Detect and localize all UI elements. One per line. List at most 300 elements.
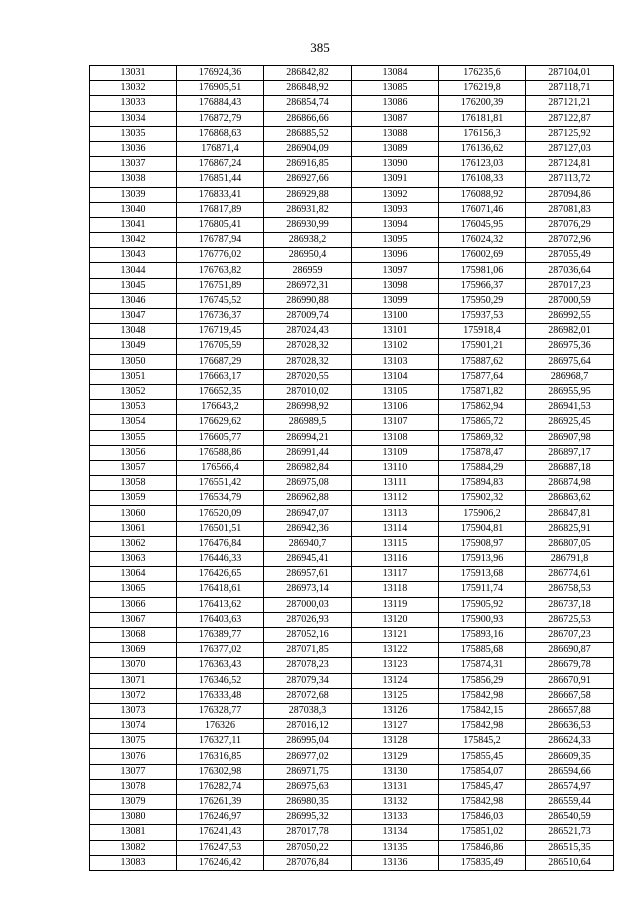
x-coordinate-right: 175845,47 [439, 779, 526, 794]
point-id-right: 13121 [352, 627, 439, 642]
point-id-right: 13105 [352, 384, 439, 399]
x-coordinate-left: 176776,02 [177, 248, 264, 263]
point-id-left: 13063 [90, 552, 177, 567]
table-row [90, 324, 614, 339]
table-row [90, 582, 614, 597]
y-coordinate-right: 286657,88 [526, 703, 614, 718]
y-coordinate-right: 286540,59 [526, 810, 614, 825]
y-coordinate-right: 286975,36 [526, 339, 614, 354]
x-coordinate-right: 175913,68 [439, 567, 526, 582]
y-coordinate-right: 286992,55 [526, 309, 614, 324]
point-id-right: 13132 [352, 795, 439, 810]
table-row [90, 521, 614, 536]
x-coordinate-left: 176736,37 [177, 309, 264, 324]
point-id-left: 13067 [90, 612, 177, 627]
point-id-left: 13048 [90, 324, 177, 339]
point-id-left: 13079 [90, 795, 177, 810]
page-number: 385 [310, 40, 330, 55]
y-coordinate-left: 286991,44 [264, 445, 352, 460]
point-id-right: 13097 [352, 263, 439, 278]
y-coordinate-left: 286866,66 [264, 111, 352, 126]
x-coordinate-right: 175869,32 [439, 430, 526, 445]
y-coordinate-left: 286942,36 [264, 521, 352, 536]
x-coordinate-right: 175878,47 [439, 445, 526, 460]
y-coordinate-left: 286971,75 [264, 764, 352, 779]
point-id-right: 13114 [352, 521, 439, 536]
table-row [90, 552, 614, 567]
y-coordinate-left: 286998,92 [264, 400, 352, 415]
point-id-left: 13071 [90, 673, 177, 688]
x-coordinate-right: 175865,72 [439, 415, 526, 430]
y-coordinate-left: 286950,4 [264, 248, 352, 263]
x-coordinate-left: 176867,24 [177, 157, 264, 172]
table-row [90, 764, 614, 779]
x-coordinate-right: 175845,2 [439, 734, 526, 749]
table-row [90, 141, 614, 156]
point-id-right: 13112 [352, 491, 439, 506]
point-id-left: 13035 [90, 126, 177, 141]
y-coordinate-right: 286624,33 [526, 734, 614, 749]
point-id-left: 13073 [90, 703, 177, 718]
x-coordinate-right: 175950,29 [439, 293, 526, 308]
y-coordinate-left: 286929,88 [264, 187, 352, 202]
x-coordinate-right: 175854,07 [439, 764, 526, 779]
table-row [90, 840, 614, 855]
point-id-left: 13082 [90, 840, 177, 855]
table-row [90, 248, 614, 263]
y-coordinate-right: 286636,53 [526, 719, 614, 734]
y-coordinate-right: 287104,01 [526, 66, 614, 81]
x-coordinate-left: 176924,36 [177, 66, 264, 81]
table-row [90, 612, 614, 627]
y-coordinate-right: 286574,97 [526, 779, 614, 794]
x-coordinate-left: 176851,44 [177, 172, 264, 187]
table-row [90, 293, 614, 308]
y-coordinate-left: 286982,84 [264, 460, 352, 475]
point-id-left: 13049 [90, 339, 177, 354]
point-id-left: 13080 [90, 810, 177, 825]
x-coordinate-right: 175900,93 [439, 612, 526, 627]
point-id-left: 13032 [90, 81, 177, 96]
y-coordinate-left: 286947,07 [264, 506, 352, 521]
x-coordinate-left: 176566,4 [177, 460, 264, 475]
point-id-right: 13104 [352, 369, 439, 384]
y-coordinate-right: 286774,61 [526, 567, 614, 582]
x-coordinate-right: 175911,74 [439, 582, 526, 597]
y-coordinate-left: 287076,84 [264, 855, 352, 870]
x-coordinate-right: 176071,46 [439, 202, 526, 217]
point-id-right: 13113 [352, 506, 439, 521]
x-coordinate-right: 175906,2 [439, 506, 526, 521]
y-coordinate-right: 287000,59 [526, 293, 614, 308]
point-id-right: 13109 [352, 445, 439, 460]
point-id-right: 13098 [352, 278, 439, 293]
y-coordinate-right: 286510,64 [526, 855, 614, 870]
point-id-left: 13065 [90, 582, 177, 597]
y-coordinate-left: 286994,21 [264, 430, 352, 445]
x-coordinate-right: 175893,16 [439, 627, 526, 642]
point-id-left: 13047 [90, 309, 177, 324]
point-id-left: 13045 [90, 278, 177, 293]
point-id-left: 13046 [90, 293, 177, 308]
y-coordinate-left: 286957,61 [264, 567, 352, 582]
x-coordinate-right: 176024,32 [439, 233, 526, 248]
x-coordinate-right: 175884,29 [439, 460, 526, 475]
table-row [90, 460, 614, 475]
x-coordinate-left: 176833,41 [177, 187, 264, 202]
point-id-right: 13108 [352, 430, 439, 445]
y-coordinate-right: 286925,45 [526, 415, 614, 430]
y-coordinate-right: 286667,58 [526, 688, 614, 703]
x-coordinate-left: 176871,4 [177, 141, 264, 156]
x-coordinate-left: 176413,62 [177, 597, 264, 612]
y-coordinate-right: 286887,18 [526, 460, 614, 475]
point-id-right: 13126 [352, 703, 439, 718]
point-id-right: 13118 [352, 582, 439, 597]
x-coordinate-right: 175846,03 [439, 810, 526, 825]
point-id-right: 13087 [352, 111, 439, 126]
y-coordinate-left: 287078,23 [264, 658, 352, 673]
table-row [90, 187, 614, 202]
point-id-left: 13037 [90, 157, 177, 172]
y-coordinate-left: 286945,41 [264, 552, 352, 567]
y-coordinate-left: 286938,2 [264, 233, 352, 248]
point-id-left: 13068 [90, 627, 177, 642]
point-id-right: 13094 [352, 217, 439, 232]
point-id-left: 13051 [90, 369, 177, 384]
x-coordinate-left: 176246,97 [177, 810, 264, 825]
y-coordinate-right: 286679,78 [526, 658, 614, 673]
x-coordinate-right: 175856,29 [439, 673, 526, 688]
table-row [90, 233, 614, 248]
point-id-left: 13055 [90, 430, 177, 445]
x-coordinate-left: 176476,84 [177, 536, 264, 551]
x-coordinate-right: 175887,62 [439, 354, 526, 369]
x-coordinate-right: 175885,68 [439, 643, 526, 658]
point-id-right: 13099 [352, 293, 439, 308]
y-coordinate-left: 287050,22 [264, 840, 352, 855]
x-coordinate-right: 176088,92 [439, 187, 526, 202]
x-coordinate-left: 176652,35 [177, 384, 264, 399]
table-row [90, 66, 614, 81]
point-id-right: 13089 [352, 141, 439, 156]
x-coordinate-left: 176643,2 [177, 400, 264, 415]
x-coordinate-right: 175846,86 [439, 840, 526, 855]
x-coordinate-right: 175842,15 [439, 703, 526, 718]
x-coordinate-right: 176181,81 [439, 111, 526, 126]
y-coordinate-left: 286940,7 [264, 536, 352, 551]
x-coordinate-right: 175905,92 [439, 597, 526, 612]
table-row [90, 445, 614, 460]
point-id-right: 13107 [352, 415, 439, 430]
point-id-right: 13111 [352, 476, 439, 491]
table-row [90, 217, 614, 232]
x-coordinate-left: 176426,65 [177, 567, 264, 582]
point-id-left: 13044 [90, 263, 177, 278]
point-id-left: 13081 [90, 825, 177, 840]
table-row [90, 384, 614, 399]
point-id-left: 13074 [90, 719, 177, 734]
point-id-right: 13102 [352, 339, 439, 354]
coordinates-table-body [90, 66, 614, 871]
y-coordinate-right: 287072,96 [526, 233, 614, 248]
point-id-right: 13091 [352, 172, 439, 187]
point-id-left: 13036 [90, 141, 177, 156]
y-coordinate-right: 287122,87 [526, 111, 614, 126]
table-row [90, 749, 614, 764]
point-id-left: 13033 [90, 96, 177, 111]
y-coordinate-left: 286995,32 [264, 810, 352, 825]
point-id-left: 13043 [90, 248, 177, 263]
x-coordinate-right: 175902,32 [439, 491, 526, 506]
x-coordinate-right: 175855,45 [439, 749, 526, 764]
point-id-left: 13040 [90, 202, 177, 217]
y-coordinate-left: 287020,55 [264, 369, 352, 384]
y-coordinate-left: 286975,08 [264, 476, 352, 491]
x-coordinate-right: 175862,94 [439, 400, 526, 415]
x-coordinate-right: 176002,69 [439, 248, 526, 263]
y-coordinate-left: 286972,31 [264, 278, 352, 293]
point-id-left: 13034 [90, 111, 177, 126]
y-coordinate-right: 287124,81 [526, 157, 614, 172]
y-coordinate-left: 286848,92 [264, 81, 352, 96]
point-id-left: 13042 [90, 233, 177, 248]
x-coordinate-left: 176719,45 [177, 324, 264, 339]
x-coordinate-left: 176534,79 [177, 491, 264, 506]
point-id-left: 13054 [90, 415, 177, 430]
y-coordinate-left: 286930,99 [264, 217, 352, 232]
table-row [90, 536, 614, 551]
table-row [90, 491, 614, 506]
table-row [90, 810, 614, 825]
x-coordinate-right: 175894,83 [439, 476, 526, 491]
x-coordinate-left: 176282,74 [177, 779, 264, 794]
point-id-right: 13110 [352, 460, 439, 475]
x-coordinate-left: 176418,61 [177, 582, 264, 597]
y-coordinate-left: 286885,52 [264, 126, 352, 141]
y-coordinate-left: 286916,85 [264, 157, 352, 172]
x-coordinate-left: 176605,77 [177, 430, 264, 445]
point-id-right: 13119 [352, 597, 439, 612]
x-coordinate-right: 175842,98 [439, 688, 526, 703]
point-id-left: 13041 [90, 217, 177, 232]
x-coordinate-left: 176333,48 [177, 688, 264, 703]
y-coordinate-right: 286515,35 [526, 840, 614, 855]
table-row [90, 719, 614, 734]
x-coordinate-right: 175908,97 [439, 536, 526, 551]
y-coordinate-left: 286977,02 [264, 749, 352, 764]
point-id-right: 13125 [352, 688, 439, 703]
x-coordinate-right: 176123,03 [439, 157, 526, 172]
point-id-left: 13060 [90, 506, 177, 521]
point-id-right: 13093 [352, 202, 439, 217]
x-coordinate-right: 176200,39 [439, 96, 526, 111]
point-id-right: 13086 [352, 96, 439, 111]
x-coordinate-left: 176241,43 [177, 825, 264, 840]
y-coordinate-right: 287055,49 [526, 248, 614, 263]
x-coordinate-left: 176629,62 [177, 415, 264, 430]
x-coordinate-right: 175835,49 [439, 855, 526, 870]
table-row [90, 157, 614, 172]
x-coordinate-left: 176328,77 [177, 703, 264, 718]
x-coordinate-left: 176501,51 [177, 521, 264, 536]
point-id-right: 13135 [352, 840, 439, 855]
point-id-left: 13050 [90, 354, 177, 369]
y-coordinate-right: 287036,64 [526, 263, 614, 278]
y-coordinate-right: 286758,53 [526, 582, 614, 597]
y-coordinate-right: 286941,53 [526, 400, 614, 415]
y-coordinate-right: 286897,17 [526, 445, 614, 460]
point-id-right: 13131 [352, 779, 439, 794]
x-coordinate-right: 175851,02 [439, 825, 526, 840]
y-coordinate-right: 287094,86 [526, 187, 614, 202]
point-id-right: 13122 [352, 643, 439, 658]
x-coordinate-right: 175918,4 [439, 324, 526, 339]
x-coordinate-left: 176389,77 [177, 627, 264, 642]
x-coordinate-left: 176302,98 [177, 764, 264, 779]
table-row [90, 339, 614, 354]
y-coordinate-left: 286962,88 [264, 491, 352, 506]
point-id-left: 13039 [90, 187, 177, 202]
y-coordinate-left: 286990,88 [264, 293, 352, 308]
x-coordinate-left: 176520,09 [177, 506, 264, 521]
point-id-right: 13115 [352, 536, 439, 551]
point-id-right: 13127 [352, 719, 439, 734]
x-coordinate-left: 176403,63 [177, 612, 264, 627]
point-id-left: 13058 [90, 476, 177, 491]
table-row [90, 400, 614, 415]
point-id-right: 13123 [352, 658, 439, 673]
table-row [90, 430, 614, 445]
table-row [90, 354, 614, 369]
x-coordinate-left: 176868,63 [177, 126, 264, 141]
point-id-right: 13088 [352, 126, 439, 141]
x-coordinate-left: 176551,42 [177, 476, 264, 491]
point-id-left: 13061 [90, 521, 177, 536]
x-coordinate-left: 176687,29 [177, 354, 264, 369]
y-coordinate-left: 286904,09 [264, 141, 352, 156]
x-coordinate-left: 176663,17 [177, 369, 264, 384]
point-id-right: 13085 [352, 81, 439, 96]
table-row [90, 506, 614, 521]
point-id-right: 13134 [352, 825, 439, 840]
table-row [90, 81, 614, 96]
y-coordinate-left: 287028,32 [264, 354, 352, 369]
x-coordinate-left: 176745,52 [177, 293, 264, 308]
y-coordinate-left: 286980,35 [264, 795, 352, 810]
x-coordinate-left: 176872,79 [177, 111, 264, 126]
point-id-left: 13076 [90, 749, 177, 764]
table-row [90, 673, 614, 688]
x-coordinate-left: 176763,82 [177, 263, 264, 278]
point-id-right: 13124 [352, 673, 439, 688]
point-id-left: 13072 [90, 688, 177, 703]
y-coordinate-right: 287121,21 [526, 96, 614, 111]
y-coordinate-left: 286975,63 [264, 779, 352, 794]
x-coordinate-left: 176377,02 [177, 643, 264, 658]
y-coordinate-right: 286874,98 [526, 476, 614, 491]
x-coordinate-right: 176219,8 [439, 81, 526, 96]
y-coordinate-left: 286995,04 [264, 734, 352, 749]
x-coordinate-right: 175901,21 [439, 339, 526, 354]
x-coordinate-right: 175913,96 [439, 552, 526, 567]
x-coordinate-left: 176346,52 [177, 673, 264, 688]
x-coordinate-right: 175937,53 [439, 309, 526, 324]
x-coordinate-right: 176045,95 [439, 217, 526, 232]
table-row [90, 855, 614, 870]
table-row [90, 476, 614, 491]
x-coordinate-left: 176817,89 [177, 202, 264, 217]
table-row [90, 658, 614, 673]
table-row [90, 734, 614, 749]
y-coordinate-left: 286927,66 [264, 172, 352, 187]
x-coordinate-left: 176261,39 [177, 795, 264, 810]
x-coordinate-left: 176316,85 [177, 749, 264, 764]
coordinates-table [89, 65, 614, 871]
y-coordinate-left: 287024,43 [264, 324, 352, 339]
table-row [90, 415, 614, 430]
table-row [90, 172, 614, 187]
x-coordinate-right: 175981,06 [439, 263, 526, 278]
point-id-right: 13103 [352, 354, 439, 369]
table-row [90, 263, 614, 278]
x-coordinate-right: 176108,33 [439, 172, 526, 187]
point-id-right: 13084 [352, 66, 439, 81]
table-row [90, 567, 614, 582]
y-coordinate-left: 287038,3 [264, 703, 352, 718]
table-row [90, 627, 614, 642]
y-coordinate-right: 286609,35 [526, 749, 614, 764]
point-id-right: 13106 [352, 400, 439, 415]
table-row [90, 202, 614, 217]
point-id-right: 13136 [352, 855, 439, 870]
x-coordinate-right: 175904,81 [439, 521, 526, 536]
table-row [90, 688, 614, 703]
y-coordinate-right: 286559,44 [526, 795, 614, 810]
y-coordinate-left: 286959 [264, 263, 352, 278]
point-id-right: 13129 [352, 749, 439, 764]
point-id-right: 13090 [352, 157, 439, 172]
y-coordinate-left: 287079,34 [264, 673, 352, 688]
y-coordinate-right: 287017,23 [526, 278, 614, 293]
y-coordinate-right: 287113,72 [526, 172, 614, 187]
x-coordinate-right: 176235,6 [439, 66, 526, 81]
point-id-right: 13116 [352, 552, 439, 567]
x-coordinate-left: 176751,89 [177, 278, 264, 293]
table-row [90, 309, 614, 324]
table-row [90, 643, 614, 658]
point-id-right: 13130 [352, 764, 439, 779]
point-id-right: 13120 [352, 612, 439, 627]
point-id-left: 13056 [90, 445, 177, 460]
y-coordinate-left: 287071,85 [264, 643, 352, 658]
y-coordinate-left: 286854,74 [264, 96, 352, 111]
x-coordinate-right: 175877,64 [439, 369, 526, 384]
table-row [90, 111, 614, 126]
point-id-left: 13031 [90, 66, 177, 81]
y-coordinate-right: 286791,8 [526, 552, 614, 567]
table-row [90, 278, 614, 293]
y-coordinate-left: 287000,03 [264, 597, 352, 612]
x-coordinate-right: 175842,98 [439, 719, 526, 734]
y-coordinate-right: 286707,23 [526, 627, 614, 642]
y-coordinate-right: 286863,62 [526, 491, 614, 506]
point-id-right: 13096 [352, 248, 439, 263]
y-coordinate-left: 287026,93 [264, 612, 352, 627]
y-coordinate-left: 287016,12 [264, 719, 352, 734]
table-row [90, 779, 614, 794]
point-id-left: 13062 [90, 536, 177, 551]
